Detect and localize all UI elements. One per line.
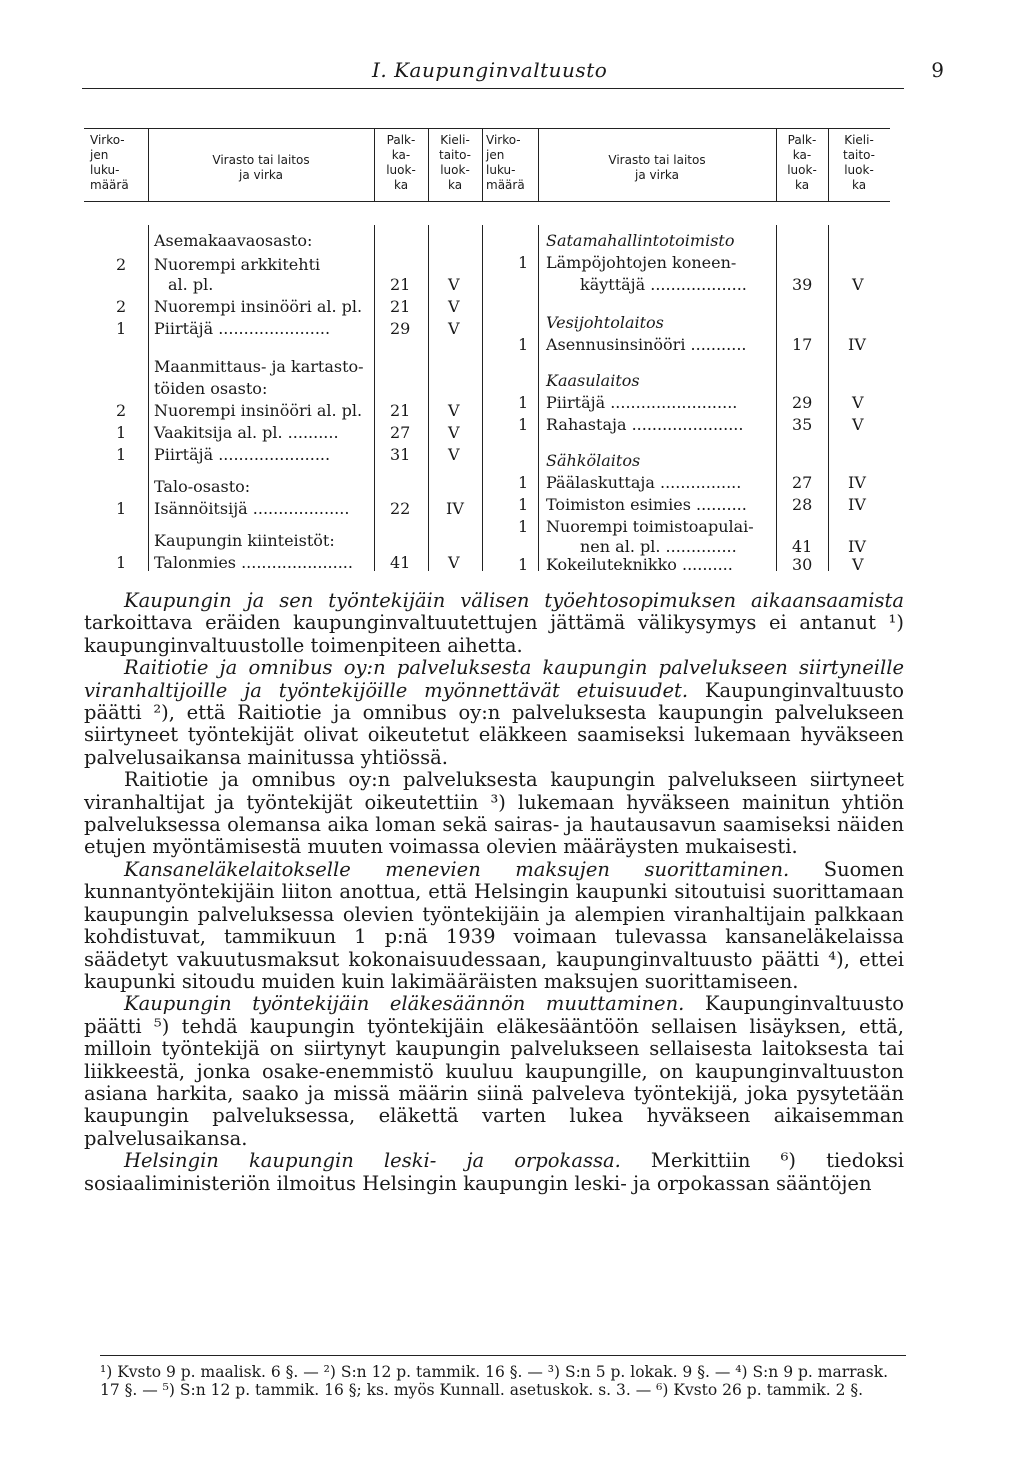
position-count: 1 xyxy=(116,423,127,442)
pay-grade: 31 xyxy=(390,445,411,464)
position-count: 1 xyxy=(518,473,529,492)
position-name: Nuorempi toimistoapulai- xyxy=(546,517,754,536)
language-grade: V xyxy=(852,415,864,434)
language-grade: V xyxy=(448,401,460,420)
pay-grade: 22 xyxy=(390,499,411,518)
position-count: 1 xyxy=(518,335,529,354)
position-count: 1 xyxy=(518,517,529,536)
header-office-right: Virasto tai laitos ja virka xyxy=(608,153,706,182)
paragraph xyxy=(84,859,904,993)
page-number: 9 xyxy=(931,58,944,82)
paragraph-text: Merkittiin ⁶) tiedoksi sosiaaliministeriön ilmoitus Helsingin kaupungin leski- ja orpokassan sääntöjen xyxy=(84,1149,905,1195)
position-name: Lämpöjohtojen koneen- xyxy=(546,253,737,272)
position-count: 1 xyxy=(116,319,127,338)
position-count: 1 xyxy=(116,445,127,464)
pay-grade: 29 xyxy=(792,393,813,412)
section-heading: Sähkölaitos xyxy=(546,451,641,470)
pay-grade: 28 xyxy=(792,495,813,514)
positions-table xyxy=(84,128,890,574)
position-count: 1 xyxy=(116,499,127,518)
pay-grade: 27 xyxy=(390,423,411,442)
paragraph-title: Kaupungin työntekijäin eläkesäännön muuttaminen. xyxy=(124,992,685,1016)
position-name-continued: käyttäjä ................... xyxy=(580,275,747,294)
section-heading: Kaasulaitos xyxy=(546,371,640,390)
position-count: 1 xyxy=(518,253,529,272)
position-name: Nuorempi insinööri al. pl. xyxy=(154,401,363,420)
language-grade: V xyxy=(448,423,460,442)
section-heading: Vesijohtolaitos xyxy=(546,313,664,332)
position-count: 2 xyxy=(116,297,127,316)
position-name: Isännöitsijä ................... xyxy=(154,499,350,518)
pay-grade: 39 xyxy=(792,275,813,294)
paragraph xyxy=(84,993,904,1150)
paragraph xyxy=(84,769,904,859)
language-grade: IV xyxy=(848,495,866,514)
position-name-continued: al. pl. xyxy=(168,275,214,294)
pay-grade: 21 xyxy=(390,297,411,316)
language-grade: V xyxy=(448,297,460,316)
position-count: 1 xyxy=(518,415,529,434)
pay-grade: 30 xyxy=(792,555,813,574)
footnotes: ¹) Kvsto 9 p. maalisk. 6 §. — ²) S:n 12 p. tammik. 16 §. — ³) S:n 5 p. lokak. 9 §. — ⁴) S:n 9 p. marrask. 17 §. — ⁵) S:n 12 p. tammik. 16 §; ks. myös Kunnall. asetuskok. s. 3. — ⁶) Kvsto 26 p. tammik. 2 §. xyxy=(100,1355,906,1399)
body-text xyxy=(84,590,904,1195)
section-heading: Satamahallintotoimisto xyxy=(546,231,735,250)
pay-grade: 41 xyxy=(390,553,411,572)
position-name: Talonmies ...................... xyxy=(154,553,353,572)
running-head xyxy=(82,58,944,89)
paragraph-title: Raitiotie ja omnibus oy:n palveluksesta kaupungin palvelukseen siirtyneille viranhaltijoille ja työntekijöille myönnettävät etuisuudet. xyxy=(84,656,904,702)
position-count: 1 xyxy=(518,393,529,412)
running-title: I. Kaupunginvaltuusto xyxy=(372,58,608,82)
language-grade: IV xyxy=(848,473,866,492)
pay-grade: 17 xyxy=(792,335,813,354)
section-heading: Asemakaavaosasto: xyxy=(154,231,313,250)
header-pay: Palk- ka- luok- ka xyxy=(386,133,416,192)
position-name: Kokeiluteknikko .......... xyxy=(546,555,733,574)
section-heading: Maanmittaus- ja kartasto- xyxy=(154,357,364,376)
position-name-continued: nen al. pl. .............. xyxy=(580,537,737,556)
position-name: Rahastaja ...................... xyxy=(546,415,744,434)
paragraph-text: Suomen kunnantyöntekijäin liiton anottua, että Helsingin kaupunki sitoutuisi suorittamaan kaupungin palveluksessa olevien työntekijäin ja alempien viranhaltijain palkkaan kohdistuvat, tammikuun 1 p:nä 1939 voimaan tulevassa kansaneläkelaissa säädetyt vakuutusmaksut kokonaisuudessaan, kaupunginvaltuusto päätti ⁴), ettei kaupunki sitoudu muiden kuin lakimääräisten maksujen suorittamiseen. xyxy=(84,857,904,993)
position-count: 1 xyxy=(518,495,529,514)
position-name: Päälaskuttaja ................ xyxy=(546,473,742,492)
pay-grade: 41 xyxy=(792,537,813,556)
language-grade: V xyxy=(852,393,864,412)
paragraph-title: Helsingin kaupungin leski- ja orpokassa. xyxy=(124,1149,621,1173)
language-grade: IV xyxy=(848,335,866,354)
language-grade: IV xyxy=(446,499,464,518)
section-heading: Talo-osasto: xyxy=(154,477,251,496)
paragraph xyxy=(84,1150,904,1195)
paragraph-text: Raitiotie ja omnibus oy:n palveluksesta kaupungin palvelukseen siirtyneet viranhaltijat ja työntekijät oikeutettiin ³) lukemaan hyväkseen mainitun yhtiön palveluksessa olemansa aika loman sekä sairas- ja hautausavun saamiseksi näiden etujen myöntämisestä muuten voimassa olevien määräysten mukaisesti. xyxy=(84,768,904,859)
language-grade: V xyxy=(448,445,460,464)
header-count-right: Virko- jen luku- määrä xyxy=(486,133,525,192)
header-lang: Kieli- taito- luok- ka xyxy=(439,133,471,192)
header-lang-right: Kieli- taito- luok- ka xyxy=(843,133,875,192)
paragraph-title: Kansaneläkelaitokselle menevien maksujen suorittaminen. xyxy=(124,857,790,881)
paragraph-text: Kaupunginvaltuusto päätti ⁵) tehdä kaupungin työntekijäin eläkesääntöön sellaisen lisäyksen, että, milloin työntekijä on siirtynyt kaupungin palvelukseen sellaisesta laitoksesta tai liikkeestä, jonka osake-enemmistö kuuluu kaupungille, on kaupunginvaltuuston asiana harkita, saako ja missä määrin siinä palveleva työntekijä, joka pysytetään kaupungin palveluksessa, eläkettä varten lukea hyväkseen aikaisemman palvelusaikansa. xyxy=(84,992,904,1150)
position-name: Nuorempi arkkitehti xyxy=(154,255,321,274)
position-name: Piirtäjä ...................... xyxy=(154,319,331,338)
position-count: 2 xyxy=(116,255,127,274)
position-name: Asennusinsinööri ........... xyxy=(546,335,747,354)
pay-grade: 21 xyxy=(390,275,411,294)
header-count: Virko- jen luku- määrä xyxy=(90,133,129,192)
paragraph-text: tarkoittava eräiden kaupunginvaltuutettujen jättämä välikysymys ei antanut ¹) kaupunginvaltuustolle toimenpiteen aihetta. xyxy=(84,611,904,657)
position-name: Piirtäjä ...................... xyxy=(154,445,331,464)
position-name: Toimiston esimies .......... xyxy=(546,495,747,514)
language-grade: V xyxy=(852,275,864,294)
language-grade: V xyxy=(448,275,460,294)
position-count: 1 xyxy=(116,553,127,572)
language-grade: IV xyxy=(848,537,866,556)
pay-grade: 27 xyxy=(792,473,813,492)
position-name: Nuorempi insinööri al. pl. xyxy=(154,297,363,316)
pay-grade: 29 xyxy=(390,319,411,338)
position-name: Vaakitsija al. pl. .......... xyxy=(154,423,339,442)
header-office: Virasto tai laitos ja virka xyxy=(212,153,310,182)
paragraph-text: Kaupunginvaltuusto päätti ²), että Raitiotie ja omnibus oy:n palveluksesta kaupungin palvelukseen siirtyneet työntekijät olivat oikeutetut eläkkeen saamiseksi lukemaan hyväkseen palvelusaikansa mainitussa yhtiössä. xyxy=(84,678,905,769)
section-heading-continued: töiden osasto: xyxy=(154,379,268,398)
language-grade: V xyxy=(448,553,460,572)
paragraph xyxy=(84,590,904,657)
pay-grade: 35 xyxy=(792,415,813,434)
table-header xyxy=(84,129,890,202)
paragraph xyxy=(84,657,904,769)
section-heading: Kaupungin kiinteistöt: xyxy=(154,531,335,550)
position-name: Piirtäjä ......................... xyxy=(546,393,738,412)
pay-grade: 21 xyxy=(390,401,411,420)
language-grade: V xyxy=(852,555,864,574)
paragraph-title: Kaupungin ja sen työntekijäin välisen työehtosopimuksen aikaansaamista xyxy=(124,589,904,612)
header-pay-right: Palk- ka- luok- ka xyxy=(787,133,817,192)
position-count: 1 xyxy=(518,555,529,574)
position-count: 2 xyxy=(116,401,127,420)
language-grade: V xyxy=(448,319,460,338)
